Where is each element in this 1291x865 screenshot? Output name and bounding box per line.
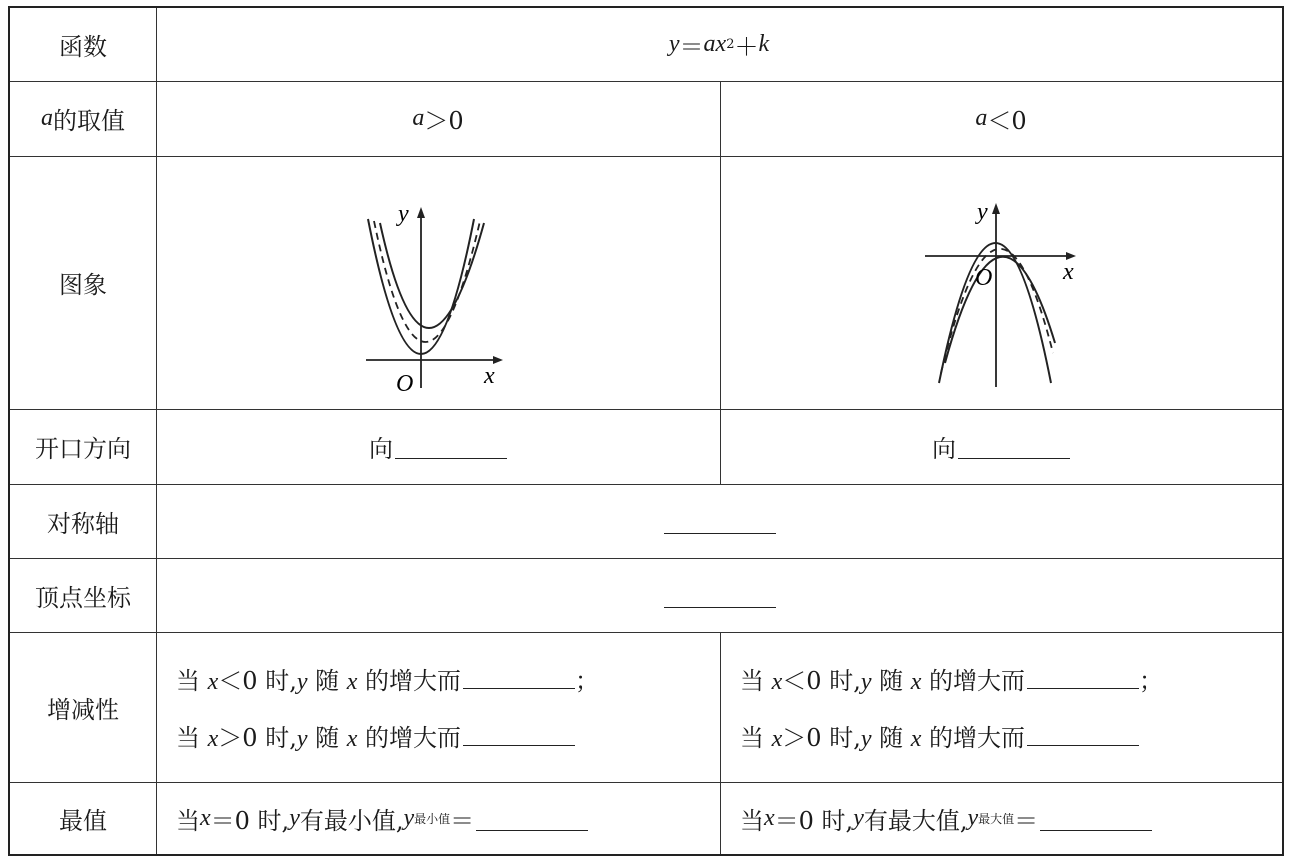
var-a: a <box>412 105 425 131</box>
parabola-upper <box>380 223 484 328</box>
text: 当 <box>740 667 772 695</box>
answer-blank[interactable] <box>476 806 588 831</box>
text: 当 <box>176 806 200 835</box>
var-y: y <box>296 669 308 695</box>
var-x: x <box>207 669 219 695</box>
subscript-max: 最大值 <box>978 811 1015 826</box>
text: 当 <box>740 724 772 752</box>
opening-answer-right <box>720 409 1282 484</box>
function-expression <box>156 8 1282 81</box>
row-label-graph: 图象 <box>59 271 107 299</box>
monotonicity-statement <box>740 661 1163 696</box>
graph-downward-parabola <box>720 156 1282 409</box>
axis-symmetry-answer <box>156 484 1282 558</box>
text: 当 <box>176 724 208 752</box>
equals-sign: ＝ <box>1014 806 1039 835</box>
vertex-answer <box>156 558 1282 632</box>
answer-blank[interactable] <box>463 664 575 689</box>
text: ＞0 时, <box>782 724 861 752</box>
monotonicity-statement <box>176 661 599 696</box>
axis-label-x: x <box>484 362 495 389</box>
var-y: y <box>860 726 872 752</box>
expr-ax: ax <box>703 31 727 57</box>
text: 当 <box>176 667 208 695</box>
opening-answer-left <box>156 409 720 484</box>
extremum-left <box>156 782 720 854</box>
var-a: a <box>975 105 988 131</box>
var-y: y <box>289 804 300 831</box>
expr-exponent: 2 <box>726 37 735 52</box>
expr-eq: ＝ <box>679 33 704 61</box>
origin-label: O <box>975 264 993 291</box>
answer-blank[interactable] <box>395 434 507 459</box>
label-text: 的取值 <box>53 107 125 135</box>
var-x: x <box>764 804 775 831</box>
parabola-upper <box>939 243 1051 383</box>
var-x: x <box>910 669 922 695</box>
prefix-text: 向 <box>369 435 393 463</box>
row-label-function: 函数 <box>59 33 107 61</box>
relation: ＜0 <box>987 107 1027 135</box>
text: 随 <box>871 667 911 695</box>
row-label-axis-symmetry: 对称轴 <box>47 509 119 538</box>
var-x: x <box>207 726 219 752</box>
monotonicity-left <box>156 632 720 782</box>
var-y: y <box>967 804 979 831</box>
y-axis-arrow <box>417 207 425 218</box>
answer-blank[interactable] <box>463 721 575 746</box>
var-x: x <box>771 726 783 752</box>
text: 有最大值, <box>863 806 968 835</box>
row-label-vertex: 顶点坐标 <box>35 583 131 612</box>
relation: ＞0 <box>424 107 464 135</box>
label-var-a: a <box>41 105 53 131</box>
parabola-dashed <box>941 248 1053 372</box>
parabola-lower <box>945 256 1055 362</box>
row-label-extremum: 最值 <box>59 806 107 835</box>
text: 有最小值, <box>299 806 404 835</box>
var-y: y <box>403 804 415 831</box>
expr-y: y <box>668 31 680 57</box>
text: 的增大而 <box>921 667 1026 695</box>
subscript-min: 最小值 <box>414 811 451 826</box>
prefix-text: 向 <box>932 435 956 463</box>
text: 的增大而 <box>357 667 462 695</box>
answer-blank[interactable] <box>664 583 776 608</box>
var-y: y <box>853 804 864 831</box>
origin-label: O <box>396 370 414 393</box>
end-punctuation: ； <box>575 667 600 695</box>
row-label-opening: 开口方向 <box>35 435 131 463</box>
upward-parabola-figure <box>338 173 538 393</box>
expr-k: k <box>758 31 770 57</box>
answer-blank[interactable] <box>958 434 1070 459</box>
var-x: x <box>346 669 358 695</box>
text: ＝0 时, <box>774 806 854 835</box>
text: ＝0 时, <box>210 806 290 835</box>
text: ＜0 时, <box>218 667 297 695</box>
var-x: x <box>200 804 211 831</box>
axis-label-x: x <box>1063 258 1074 285</box>
a-positive-condition <box>156 81 720 156</box>
a-negative-condition <box>720 81 1282 156</box>
equals-sign: ＝ <box>450 806 475 835</box>
text: 随 <box>871 724 911 752</box>
text: ＜0 时, <box>782 667 861 695</box>
var-x: x <box>346 726 358 752</box>
text: 的增大而 <box>921 724 1026 752</box>
function-property-table <box>8 6 1284 856</box>
var-y: y <box>296 726 308 752</box>
var-y: y <box>860 669 872 695</box>
text: 随 <box>307 667 347 695</box>
row-label-monotonicity: 增减性 <box>47 695 119 724</box>
var-x: x <box>910 726 922 752</box>
axis-label-y: y <box>398 200 409 227</box>
extremum-right <box>720 782 1282 854</box>
downward-parabola-figure <box>901 173 1101 393</box>
var-x: x <box>771 669 783 695</box>
answer-blank[interactable] <box>1040 806 1152 831</box>
answer-blank[interactable] <box>664 509 776 534</box>
text: 随 <box>307 724 347 752</box>
answer-blank[interactable] <box>1027 664 1139 689</box>
text: ＞0 时, <box>218 724 297 752</box>
monotonicity-statement <box>740 718 1139 753</box>
axis-label-y: y <box>977 198 988 225</box>
monotonicity-right <box>720 632 1282 782</box>
monotonicity-statement <box>176 718 575 753</box>
answer-blank[interactable] <box>1027 721 1139 746</box>
text: 当 <box>740 806 764 835</box>
end-punctuation: ； <box>1139 667 1164 695</box>
graph-upward-parabola <box>156 156 720 409</box>
y-axis-arrow <box>992 203 1000 214</box>
row-label-a-value <box>10 81 156 156</box>
text: 的增大而 <box>357 724 462 752</box>
expr-plus: ＋ <box>734 33 759 61</box>
